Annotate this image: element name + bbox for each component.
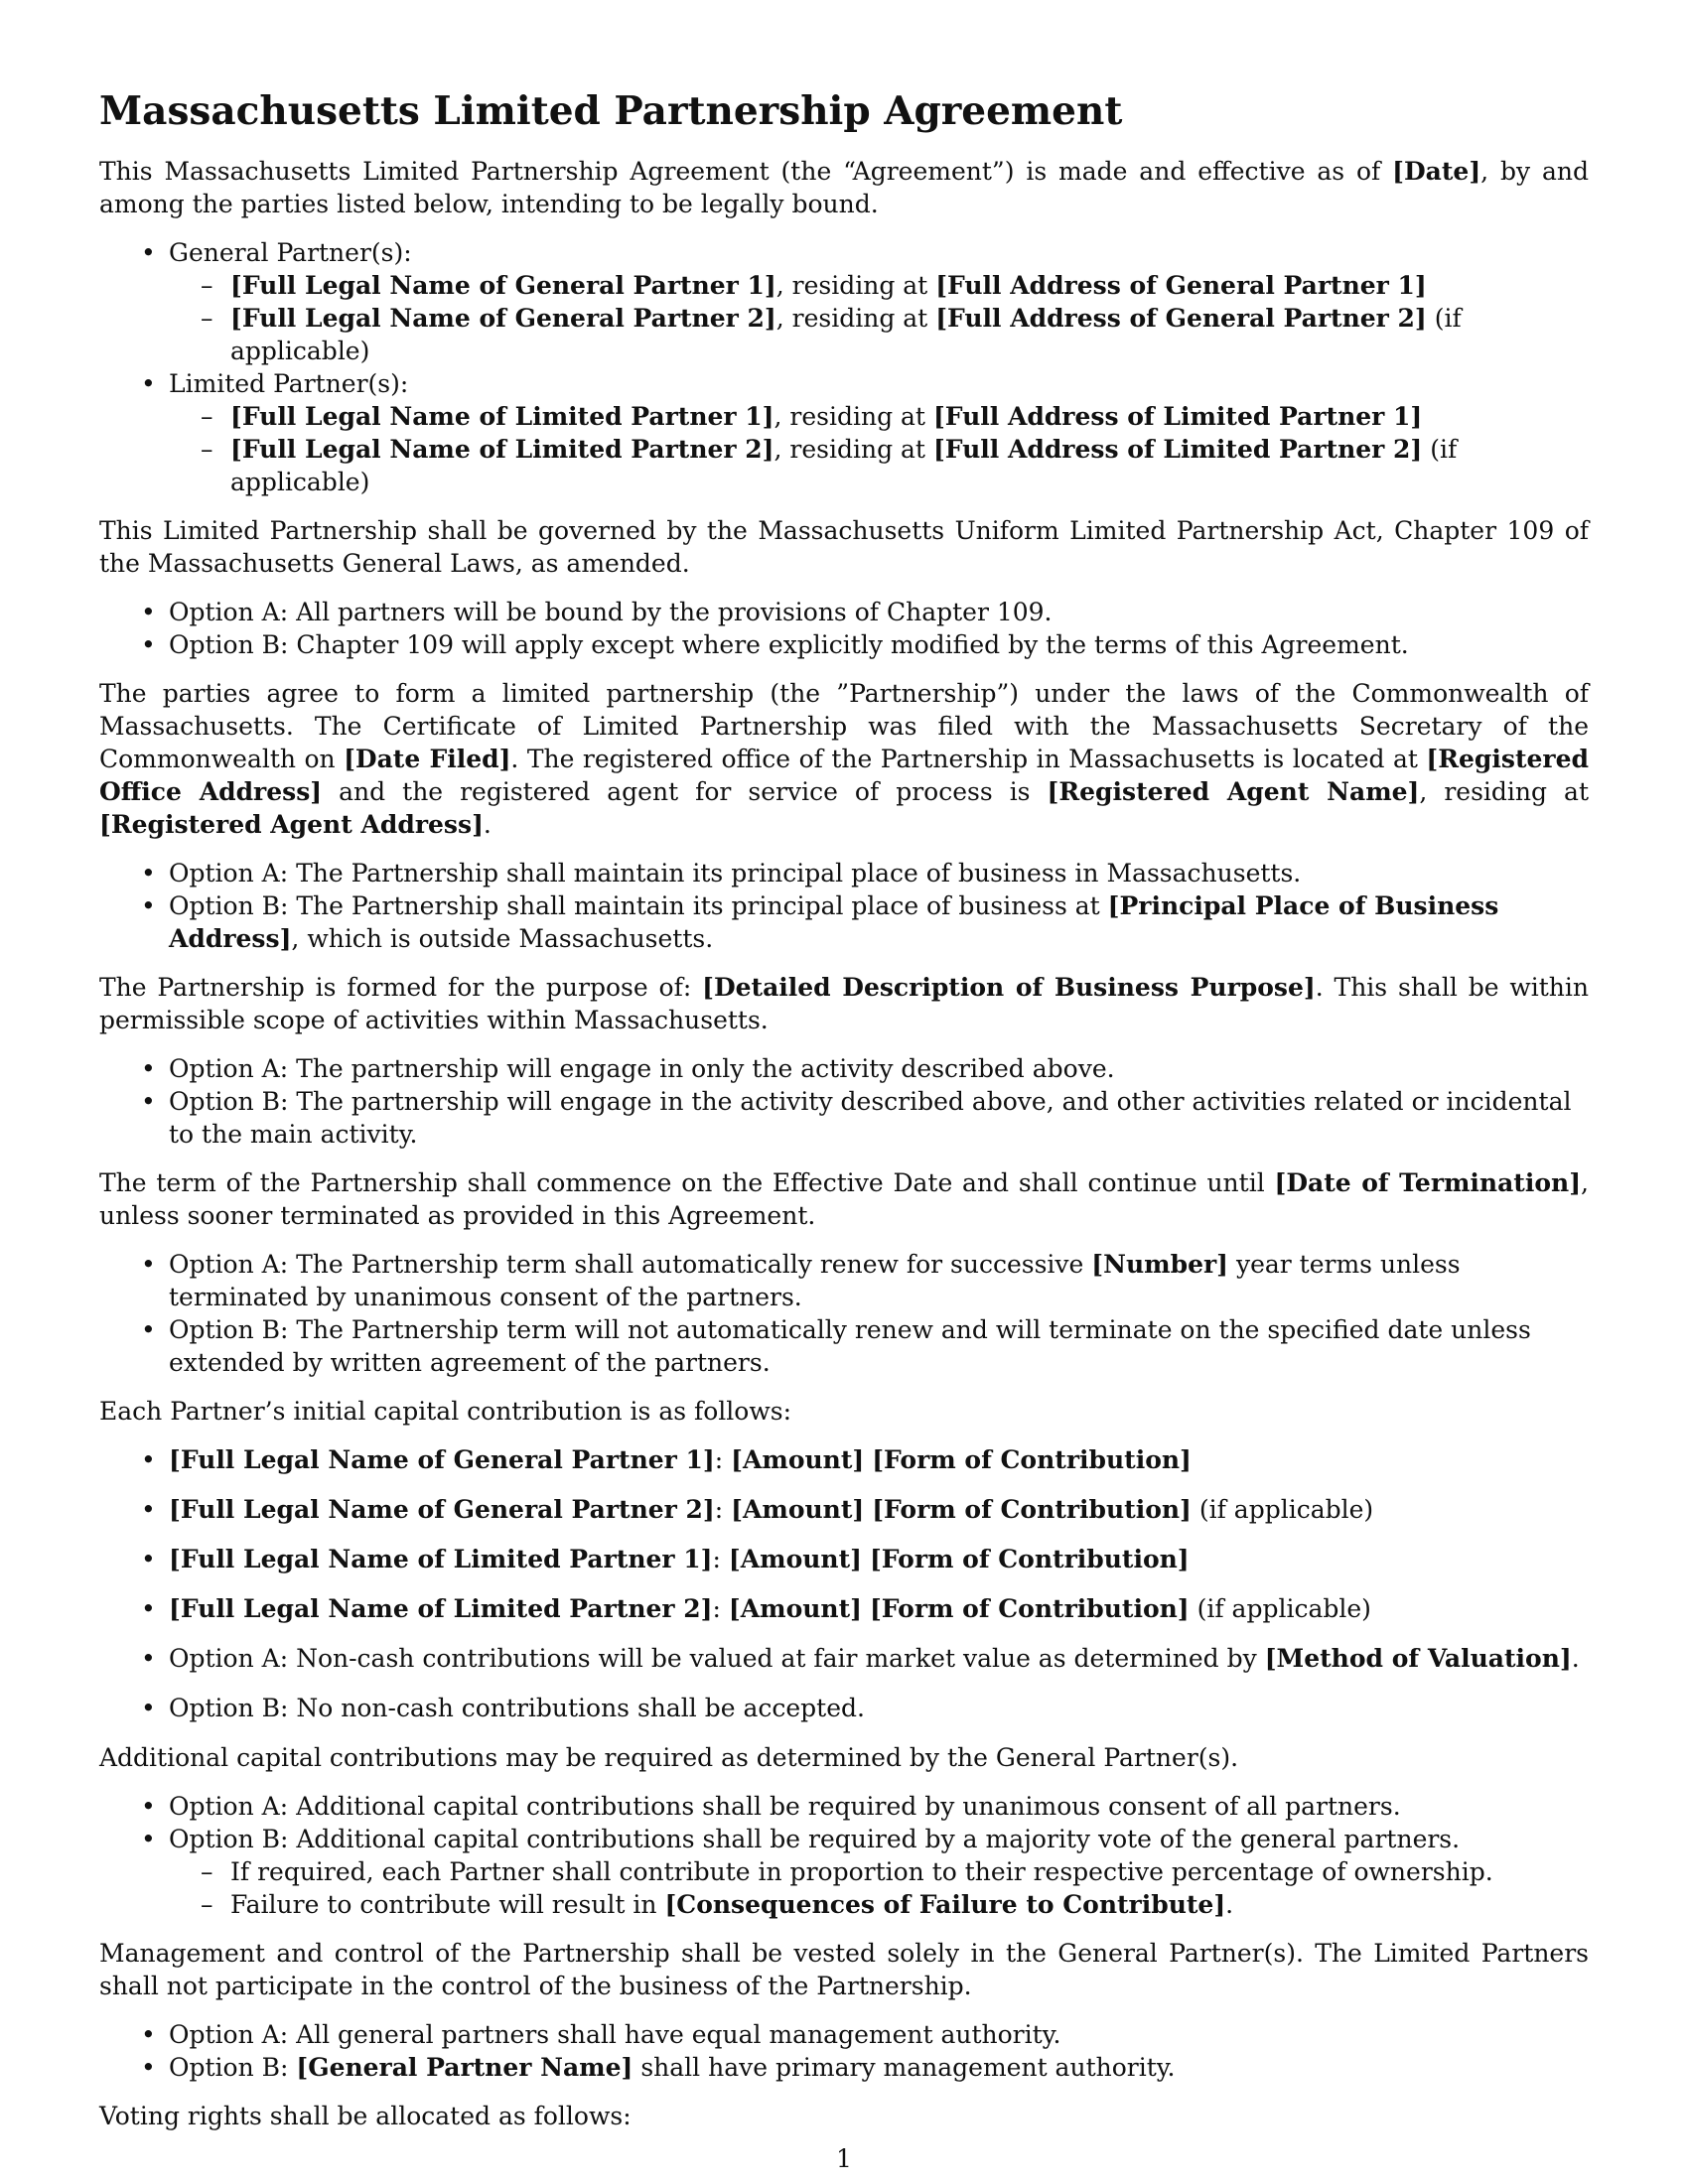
- management-option-a: • Option A: All general partners shall have equal management authority.: [169, 2018, 1589, 2051]
- additional-option-b: • Option B: Additional capital contributions shall be required by a majority vote of the general partners. – If required, each Partner shall contribute in proportion to their respective percentage of ownership. – Failure to contribute will result in [Consequences of Failure to Contribute].: [169, 1823, 1589, 1921]
- parties-list: [99, 236, 1589, 498]
- limited-partner-2: – [Full Legal Name of Limited Partner 2], residing at [Full Address of Limited Partner 2] (if applicable): [230, 433, 1589, 498]
- term-options: [99, 1248, 1589, 1379]
- place-option-a: • Option A: The Partnership shall maintain its principal place of business in Massachusetts.: [169, 857, 1589, 889]
- term-paragraph: The term of the Partnership shall commence on the Effective Date and shall continue until [Date of Termination], unless sooner terminated as provided in this Agreement.: [99, 1168, 1589, 1230]
- term-option-b: • Option B: The Partnership term will not automatically renew and will terminate on the specified date unless extended by written agreement of the partners.: [169, 1313, 1589, 1379]
- capital-option-a: • Option A: Non-cash contributions will be valued at fair market value as determined by [Method of Valuation].: [169, 1642, 1589, 1675]
- governing-option-a: • Option A: All partners will be bound by the provisions of Chapter 109.: [169, 596, 1589, 628]
- purpose-options: [99, 1052, 1589, 1151]
- capital-intro: Each Partner’s initial capital contribution is as follows:: [99, 1397, 791, 1426]
- limited-partners-item: • Limited Partner(s): – [Full Legal Name of Limited Partner 1], residing at [Full Address of Limited Partner 1] – [Full Legal Name of Limited Partner 2], residing at [Full Address of Limited Partner 2] (if applicable): [169, 367, 1589, 498]
- formation-paragraph: The parties agree to form a limited partnership (the ”Partnership”) under the laws of the Commonwealth of Massachusetts. The Certificate of Limited Partnership was filed with the Massachusetts Secretary of the Commonwealth on [Date Filed]. The registered office of the Partnership in Massachusetts is located at [Registered Office Address] and the registered agent for service of process is [Registered Agent Name], residing at [Registered Agent Address].: [99, 679, 1589, 839]
- additional-options: [99, 1790, 1589, 1921]
- additional-sub-2: – Failure to contribute will result in [Consequences of Failure to Contribute].: [230, 1888, 1589, 1921]
- capital-list: [99, 1443, 1589, 1724]
- additional-option-a: • Option A: Additional capital contributions shall be required by unanimous consent of all partners.: [169, 1790, 1589, 1823]
- management-paragraph: Management and control of the Partnership shall be vested solely in the General Partner(s). The Limited Partners shall not participate in the control of the business of the Partnership.: [99, 1939, 1589, 2000]
- governing-law-paragraph: This Limited Partnership shall be governed by the Massachusetts Uniform Limited Partnership Act, Chapter 109 of the Massachusetts General Laws, as amended.: [99, 516, 1589, 578]
- capital-limited-partner-2: • [Full Legal Name of Limited Partner 2]: [Amount] [Form of Contribution] (if applicable): [169, 1592, 1589, 1625]
- additional-capital-paragraph: Additional capital contributions may be required as determined by the General Partner(s).: [99, 1743, 1239, 1772]
- governing-options: [99, 596, 1589, 661]
- limited-partner-1: – [Full Legal Name of Limited Partner 1], residing at [Full Address of Limited Partner 1]: [230, 400, 1589, 433]
- additional-sub-1: – If required, each Partner shall contribute in proportion to their respective percentage of ownership.: [230, 1855, 1589, 1888]
- term-option-a: • Option A: The Partnership term shall automatically renew for successive [Number] year terms unless terminated by unanimous consent of the partners.: [169, 1248, 1589, 1313]
- purpose-paragraph: The Partnership is formed for the purpose of: [Detailed Description of Business Purpose]. This shall be within permissible scope of activities within Massachusetts.: [99, 973, 1589, 1034]
- general-partner-1: – [Full Legal Name of General Partner 1], residing at [Full Address of General Partner 1]: [230, 269, 1589, 302]
- place-options: [99, 857, 1589, 955]
- purpose-option-a: • Option A: The partnership will engage in only the activity described above.: [169, 1052, 1589, 1085]
- general-partners-item: • General Partner(s): – [Full Legal Name of General Partner 1], residing at [Full Address of General Partner 1] – [Full Legal Name of General Partner 2], residing at [Full Address of General Partner 2] (if applicable): [169, 236, 1589, 367]
- capital-limited-partner-1: • [Full Legal Name of Limited Partner 1]: [Amount] [Form of Contribution]: [169, 1543, 1589, 1575]
- capital-general-partner-1: • [Full Legal Name of General Partner 1]: [Amount] [Form of Contribution]: [169, 1443, 1589, 1476]
- page-number: 1: [836, 2144, 852, 2173]
- purpose-option-b: • Option B: The partnership will engage in the activity described above, and other activities related or incidental to the main activity.: [169, 1085, 1589, 1151]
- management-option-b: • Option B: [General Partner Name] shall have primary management authority.: [169, 2051, 1589, 2084]
- capital-option-b: • Option B: No non-cash contributions shall be accepted.: [169, 1692, 1589, 1724]
- intro-paragraph: This Massachusetts Limited Partnership Agreement (the “Agreement”) is made and effective as of [Date], by and among the parties listed below, intending to be legally bound.: [99, 157, 1590, 218]
- document-title: Massachusetts Limited Partnership Agreement: [99, 88, 1123, 134]
- voting-paragraph: Voting rights shall be allocated as follows:: [99, 2102, 632, 2130]
- place-option-b: • Option B: The Partnership shall maintain its principal place of business at [Principal Place of Business Address], which is outside Massachusetts.: [169, 889, 1589, 955]
- management-options: [99, 2018, 1589, 2084]
- capital-general-partner-2: • [Full Legal Name of General Partner 2]: [Amount] [Form of Contribution] (if applicable): [169, 1493, 1589, 1526]
- general-partner-2: – [Full Legal Name of General Partner 2], residing at [Full Address of General Partner 2] (if applicable): [230, 302, 1589, 367]
- document-page: [99, 87, 1589, 2148]
- governing-option-b: • Option B: Chapter 109 will apply except where explicitly modified by the terms of this Agreement.: [169, 628, 1589, 661]
